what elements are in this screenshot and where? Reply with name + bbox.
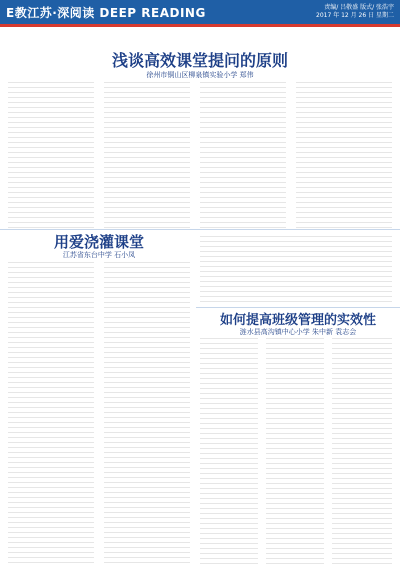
article3-col-2 [266, 338, 324, 567]
article3-byline: 涟水县高沟镇中心小学 朱中新 袁志会 [239, 328, 357, 336]
article2-col-1 [8, 262, 94, 567]
article3-col-1 [200, 338, 258, 567]
masthead-rule [0, 24, 400, 27]
article1-col-3 [200, 82, 286, 228]
section-divider [0, 229, 400, 230]
section-divider [196, 307, 400, 308]
masthead-info [316, 4, 394, 20]
article1-byline: 徐州市铜山区柳泉镇实验小学 郑伟 [146, 71, 254, 79]
article1-col-2 [104, 82, 190, 228]
article1-col-4 [296, 82, 392, 228]
article3-title: 如何提高班级管理的实效性 [219, 313, 376, 328]
masthead-info-line1: 责编/ 吕敬盛 版式/ 张浩宇 [324, 4, 394, 11]
masthead-info-line2: 2017 年 12 月 26 日 星期二 [316, 12, 394, 19]
article1-col-1 [8, 82, 94, 228]
masthead [0, 0, 400, 34]
article1-continuation [200, 236, 392, 306]
masthead-title: E教江苏·深阅读 DEEP READING [6, 6, 206, 20]
article1-title: 浅谈高效课堂提问的原则 [111, 51, 288, 70]
article2-col-2 [104, 262, 190, 567]
article2-byline: 江苏省东台中学 石小凤 [62, 251, 136, 259]
article2-title: 用爱浇灌课堂 [53, 233, 144, 251]
article3-col-3 [332, 338, 392, 567]
